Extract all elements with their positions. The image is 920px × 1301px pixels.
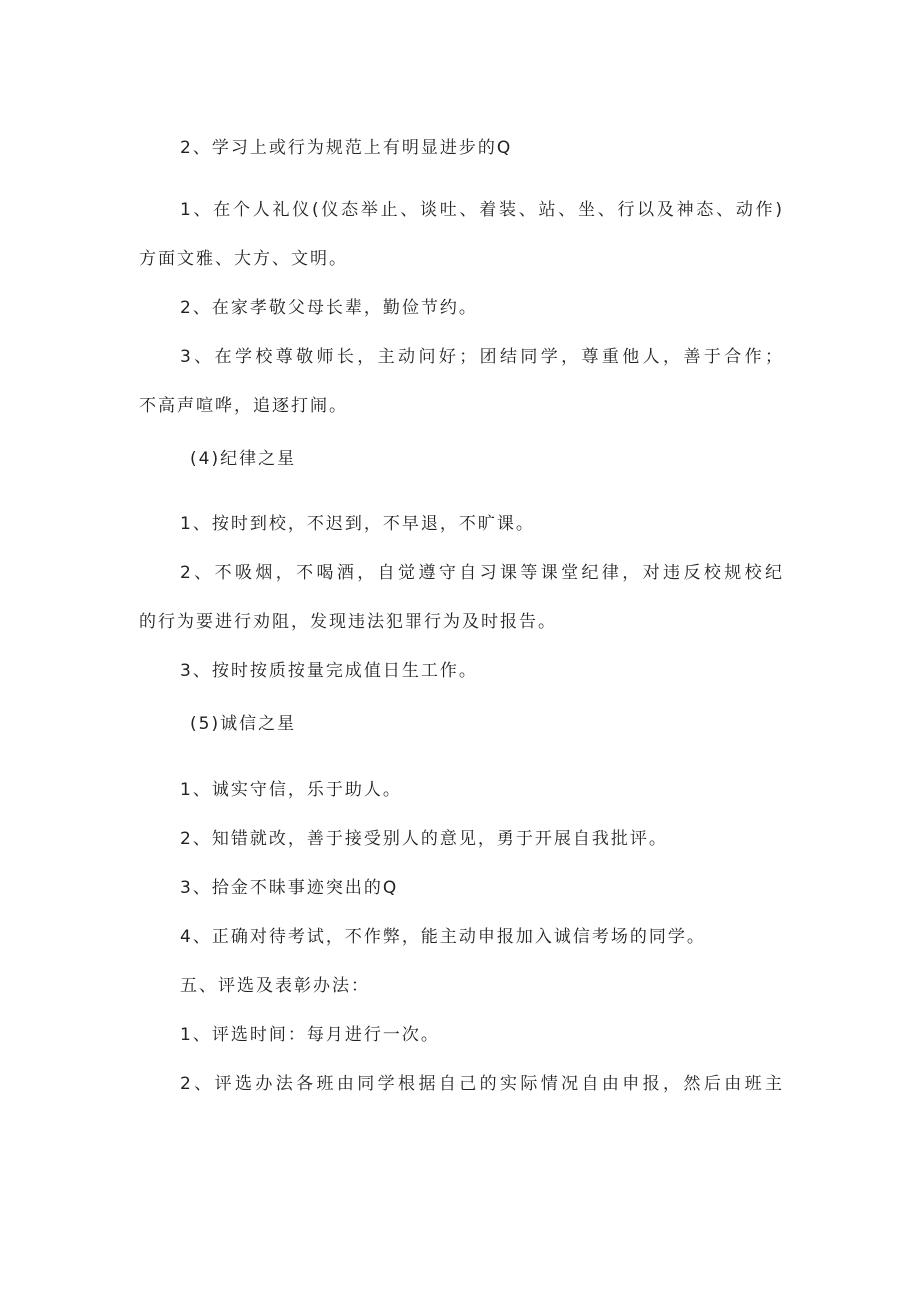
paragraph-integrity-3: 3、拾金不昧事迹突出的Q bbox=[180, 878, 399, 898]
section-heading-selection-methods: 五、评选及表彰办法： bbox=[180, 976, 370, 996]
paragraph-integrity-4: 4、正确对待考试，不作弊，能主动申报加入诚信考场的同学。 bbox=[180, 927, 706, 947]
section-heading-discipline-star: (4)纪律之星 bbox=[190, 449, 297, 469]
paragraph-selection-time: 1、评选时间：每月进行一次。 bbox=[180, 1025, 440, 1045]
paragraph-etiquette-3: 3、在学校尊敬师长，主动问好；团结同学，尊重他人，善于合作； bbox=[180, 347, 783, 367]
paragraph-progress-item: 2、学习上或行为规范上有明显进步的Q bbox=[180, 138, 513, 158]
paragraph-etiquette-1: 1、在个人礼仪(仪态举止、谈吐、着装、站、坐、行以及神态、动作) bbox=[180, 200, 783, 220]
paragraph-etiquette-1-cont: 方面文雅、大方、文明。 bbox=[139, 249, 348, 269]
paragraph-etiquette-3-cont: 不高声喧哗，追逐打闹。 bbox=[139, 396, 348, 416]
paragraph-discipline-2-cont: 的行为要进行劝阻，发现违法犯罪行为及时报告。 bbox=[139, 612, 557, 632]
paragraph-discipline-3: 3、按时按质按量完成值日生工作。 bbox=[180, 661, 478, 681]
paragraph-discipline-1: 1、按时到校，不迟到，不早退，不旷课。 bbox=[180, 514, 535, 534]
paragraph-selection-method: 2、评选办法各班由同学根据自己的实际情况自由申报，然后由班主 bbox=[180, 1074, 783, 1094]
section-heading-integrity-star: (5)诚信之星 bbox=[190, 714, 297, 734]
paragraph-integrity-2: 2、知错就改，善于接受别人的意见，勇于开展自我批评。 bbox=[180, 829, 668, 849]
paragraph-integrity-1: 1、诚实守信，乐于助人。 bbox=[180, 780, 402, 800]
paragraph-etiquette-2: 2、在家孝敬父母长辈，勤俭节约。 bbox=[180, 298, 478, 318]
paragraph-discipline-2: 2、不吸烟，不喝酒，自觉遵守自习课等课堂纪律，对违反校规校纪 bbox=[180, 563, 783, 583]
